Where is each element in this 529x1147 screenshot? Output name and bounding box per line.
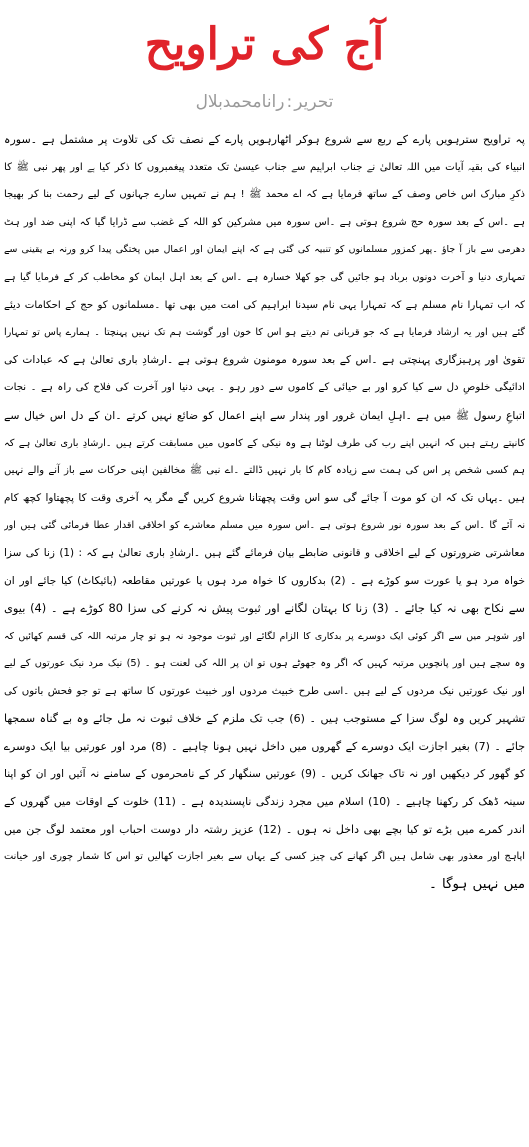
article-line: نہ آئے گا ۔اس کے بعد سورہ نور شروع ہوتی ہے ۔اس سورہ میں مسلم معاشرے کو اخلاقی اقدار عطا فرمائی گئی ہیں اور (4, 520, 525, 532)
article-line: انبیاء کی بقیہ آیات میں اللہ تعالیٰ نے جناب ابراہیم سے جناب عیسیٰ تک متعدد پیغمبروں کا ذکر کیا ہے اور پھر نبی ﷺ کا (4, 161, 525, 173)
article-line: خواہ مرد ہو یا عورت سو کوڑے ہے ۔ (2) بدکاروں کا خواہ مرد ہوں یا عورتیں مقاطعہ (بائیکاٹ) کیا جائے اور ان (4, 574, 525, 587)
article-line: تمہاری دنیا و آخرت دونوں برباد ہو جائیں گی جو کھلا خسارہ ہے ۔اس کے بعد اہل ایمان کو مخاطب کر کے فرمایا گیا ہے (4, 271, 525, 283)
byline-label: تحریر (294, 92, 334, 112)
article-line: کانپتے رہتے ہیں کہ انہیں اپنے رب کی طرف لوٹنا ہے وہ نیکی کے کاموں میں مسابقت کرتے ہیں ۔ارشادِ باری تعالیٰ ہے کہ (4, 437, 525, 449)
article-line: دھرمی سے باز آ جاؤ ۔پھر کمزور مسلمانوں کو تنبیہ کی گئی ہے کہ اپنے ایمان اور اعمال میں پختگی پیدا کرو ورنہ بے یقینی سے (4, 244, 525, 256)
article-line: تقویٰ اور پرہیزگاری پہنچتی ہے ۔اس کے بعد سورہ مومنون شروع ہوتی ہے ۔ارشادِ باری تعالیٰ ہے کہ عبادات کی (4, 353, 525, 366)
article-line: گئے ہیں اور یہ ارشاد فرمایا ہے کہ جو قربانی تم دیتے ہو اس کا خون اور گوشت ہم تک نہیں پہنچتا ۔ ہمارے پاس تو تمہارا (4, 327, 525, 339)
article-line: اتباعِ رسول ﷺ میں ہے ۔اہلِ ایمان غرور اور پندار سے اپنے اعمال کو ضائع نہیں کرتے ۔ان کے دل اس خیال سے (4, 408, 525, 422)
article-line: میں نہیں ہوگا ۔ (428, 877, 525, 893)
article-line: ہم کسی شخص پر اس کی ہمت سے زیادہ کام کا بار نہیں ڈالتے ۔اے نبی ﷺ مخالفین اپنی حرکات سے باز آنے والے نہیں (4, 465, 525, 477)
article-line: تشہیر کریں وہ لوگ سزا کے مستوجب ہیں ۔ (6) جب تک ملزم کے خلاف ثبوت نہ مل جائے وہ بے گناہ سمجھا (4, 712, 525, 726)
article-line: ہیں ۔یہاں تک کہ ان کو موت آ جائے گی سو اس وقت پچھتانا شروع کریں گے مگر یہ آخری وقت کا پچھتاوا کچھ کام (4, 491, 525, 504)
article-line: معاشرتی ضرورتوں کے لیے اخلاقی و قانونی ضابطے بیان فرمائے گئے ہیں ۔ارشادِ باری تعالیٰ ہے کہ : (1) زنا کی سزا (4, 546, 525, 559)
article-line: ہے ۔اس کے بعد سورہ حج شروع ہوتی ہے ۔اس سورہ میں مشرکین کو اللہ کے غضب سے ڈرایا گیا کہ اپنی ضد اور ہٹ (4, 216, 525, 228)
article-line: کو گھور کر دیکھیں اور نہ تاک جھانک کریں ۔ (9) عورتیں سنگھار کر کے نامحرموں کے سامنے نہ آئیں اور ان کو اپنا (4, 767, 525, 780)
article-line: ذکرِ مبارک اس خاص وصف کے ساتھ فرمایا ہے کہ اے محمد ﷺ ! ہم نے تمہیں سارے جہانوں کے لیے رحمت بنا کر بھیجا (4, 189, 525, 201)
article-line: اپاہج اور معذور بھی شامل ہیں اگر کھانے کی چیز کسی کے یہاں سے بغیر اجازت کھالیں تو اس کا شمار چوری اور خیانت (4, 851, 525, 863)
article-line: سے نکاح بھی نہ کیا جائے ۔ (3) زنا کا بہتان لگانے اور ثبوت پیش نہ کرنے کی سزا 80 کوڑے ہے ۔ (4) بیوی (4, 601, 525, 616)
byline (4, 90, 525, 114)
article-line: اور شوہر میں سے اگر کوئی ایک دوسرے پر بدکاری کا الزام لگائے اور ثبوت موجود نہ ہو تو چار مرتبہ اللہ کی قسم کھائیں کہ (4, 630, 525, 642)
article-line: جائے ۔ (7) بغیر اجازت ایک دوسرے کے گھروں میں داخل نہیں ہونا چاہیے ۔ (8) مرد اور عورتیں بیا ایک دوسرے (4, 740, 525, 754)
article-line: سینہ ڈھک کر رکھنا چاہیے ۔ (10) اسلام میں مجرد زندگی ناپسندیدہ ہے ۔ (11) خلوت کے اوقات میں گھروں کے (4, 795, 525, 809)
article-line: اور نیک عورتیں نیک مردوں کے لیے ہیں ۔اسی طرح خبیث مردوں اور خبیث عورتوں کا ساتھ ہے تو جو فحش باتوں کی (4, 685, 525, 697)
article-line: کہ اب تمہارا نام مسلم ہے کہ تمہارا یہی نام سیدنا ابراہیم کی امت میں بھی تھا ۔مسلمانوں کو حج کے احکامات دیئے (4, 299, 525, 311)
article-line: وہ سچے ہیں اور پانچویں مرتبہ کہیں کہ اگر وہ جھوٹے ہوں تو ان پر اللہ کی لعنت ہو ۔ (5) نیک مرد نیک عورتوں کے لیے (4, 658, 525, 670)
author-name: رانامحمدبلال (195, 92, 285, 112)
article-line: پہ تراویح سترہویں پارے کے ربع سے شروع ہوکر اٹھارہویں پارے کے نصف تک کی تلاوت پر مشتمل ہے ۔سورہ (4, 133, 525, 146)
page-title: آج کی تراویح (144, 19, 385, 70)
article-line: اندر کمرے میں بڑے تو کیا بچے بھی داخل نہ ہوں ۔ (12) عزیز رشتہ دار دوست احباب اور معتمد لوگ جن میں (4, 822, 525, 836)
byline-separator: : (286, 92, 293, 112)
article-line: ادائیگی خلوصِ دل سے کیا کرو اور بے حیائی کے کاموں سے دور رہو ۔ یہی دنیا اور آخرت کی فلاح کی راہ ہے ۔ نجات (4, 382, 525, 394)
article-body (4, 126, 525, 899)
